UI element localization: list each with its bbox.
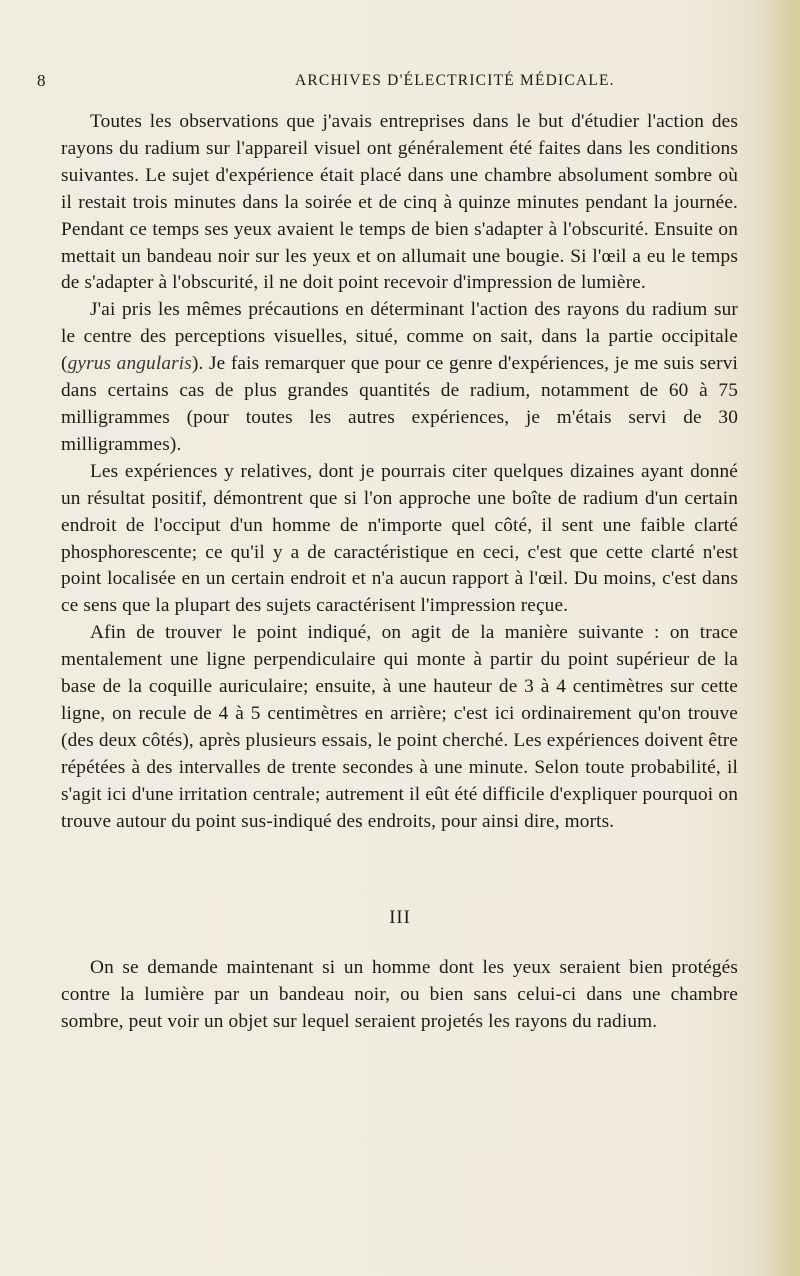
paragraph-1: Toutes les observations que j'avais entreprises dans le but d'étudier l'action des rayons du radium sur l'appareil visuel ont généralement été faites dans les conditions suivantes. Le sujet d'expérience était placé dans une chambre absolument sombre où il restait trois minutes dans la soirée et de cinq à quinze minutes pendant la journée. Pendant ce temps ses yeux avaient le temps de bien s'adapter à l'obscurité. Ensuite on mettait un bandeau noir sur les yeux et on allumait une bougie. Si l'œil a eu le temps de s'adapter à l'obscurité, il ne doit point recevoir d'impression de lumière. (61, 111, 738, 294)
page-header (37, 71, 777, 101)
page-number: 8 (37, 71, 46, 90)
running-head: ARCHIVES D'ÉLECTRICITÉ MÉDICALE. (295, 72, 615, 89)
paragraph-3: Les expériences y relatives, dont je pourrais citer quelques dizaines ayant donné un résultat positif, démontrent que si l'on approche une boîte de radium d'un certain endroit de l'occiput d'un homme de n'importe quel côté, il sent une faible clarté phosphorescente; ce qu'il y a de caractéristique en ceci, c'est que cette clarté n'est point localisée en un certain endroit et n'a aucun rapport à l'œil. Du moins, c'est dans ce sens que la plupart des sujets caractérisent l'impression reçue. (61, 460, 738, 617)
paragraph-2-text-b: ). Je fais remarquer que pour ce genre d'expériences, je me suis servi dans certains cas de plus grandes quantités de radium, notamment de 60 à 75 milligrammes (pour toutes les autres expériences, je m'étais servi de 30 milligrammes). (61, 353, 738, 455)
paper-edge-stain (772, 0, 800, 1276)
paragraph-4: Afin de trouver le point indiqué, on agit de la manière suivante : on trace mentalement une ligne perpendiculaire qui monte à partir du point supérieur de la base de la coquille auriculaire; ensuite, à une hauteur de 3 à 4 centimètres sur cette ligne, on recule de 4 à 5 centimètres en arrière; c'est ici ordinairement qu'on trouve (des deux côtés), après plusieurs essais, le point cherché. Les expériences doivent être répétées à des intervalles de trente secondes à une minute. Selon toute probabilité, il s'agit ici d'une irritation centrale; autrement il eût été difficile d'expliquer pourquoi on trouve autour du point sus-indiqué des endroits, pour ainsi dire, morts. (61, 622, 738, 832)
paragraph-2-text-a: J'ai pris les mêmes précautions en déterminant l'action des rayons du radium sur le centre des perceptions visuelles, situé, comme on sait, dans la partie occipitale ( (61, 299, 738, 375)
paragraph-2-italic: gyrus angularis (67, 353, 192, 375)
section-paragraph-1: On se demande maintenant si un homme dont les yeux seraient bien protégés contre la lumière par un bandeau noir, ou bien sans celui-ci dans une chambre sombre, peut voir un objet sur lequel seraient projetés les rayons du radium. (61, 957, 738, 1032)
main-text (61, 109, 738, 835)
section-text (61, 955, 738, 1036)
paragraph-2 (61, 297, 738, 458)
section-heading: III (389, 908, 411, 928)
